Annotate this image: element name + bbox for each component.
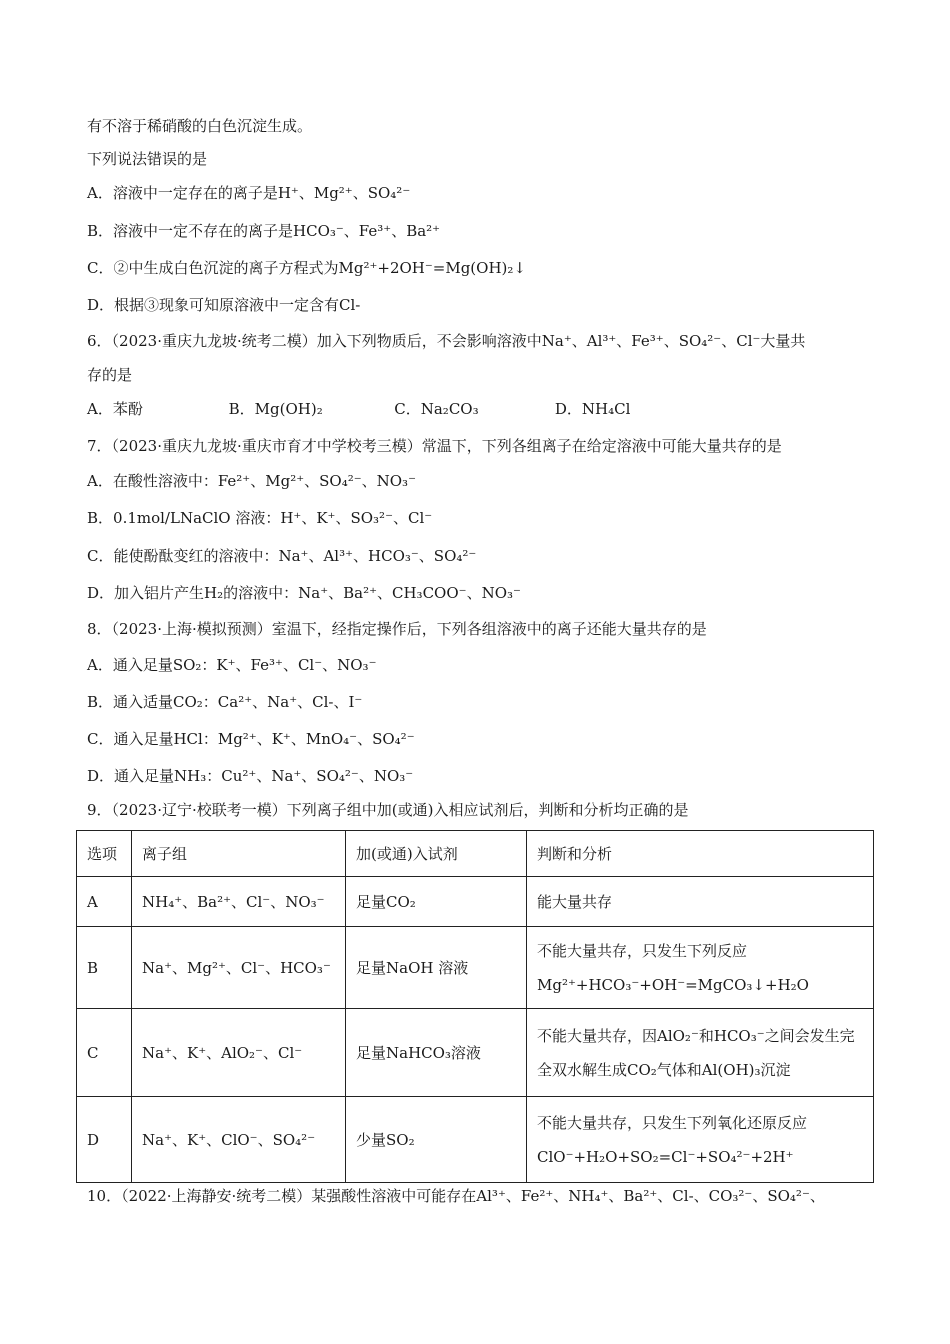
reagent-cell: 足量NaOH 溶液 [346,927,527,1009]
option-cell: A [77,877,132,927]
question-stem: 存的是 [87,366,133,384]
question-stem: 7．（2023·重庆九龙坡·重庆市育才中学校考三模）常温下，下列各组离子在给定溶液中可能大量共存的是 [87,437,782,455]
text-line: 有不溶于稀硝酸的白色沉淀生成。 [87,117,313,135]
option-line: B．通入适量CO₂：Ca²⁺、Na⁺、Cl-、I⁻ [87,693,363,711]
question-stem: 9．（2023·辽宁·校联考一模）下列离子组中加(或通)入相应试剂后，判断和分析均正确的是 [87,801,689,819]
option-line: B．0.1mol/LNaClO 溶液：H⁺、K⁺、SO₃²⁻、Cl⁻ [87,509,433,527]
analysis-cell [527,927,874,1009]
analysis-line: 能大量共存 [537,893,613,911]
option-line: D．通入足量NH₃：Cu²⁺、Na⁺、SO₄²⁻、NO₃⁻ [87,767,414,785]
option-cell: D [77,1097,132,1183]
question-stem: 10．（2022·上海静安·统考二模）某强酸性溶液中可能存在Al³⁺、Fe²⁺、NH₄⁺、Ba²⁺、Cl-、CO₃²⁻、SO₄²⁻、 [87,1187,825,1205]
option-line: C．通入足量HCl：Mg²⁺、K⁺、MnO₄⁻、SO₄²⁻ [87,730,415,748]
analysis-line: 全双水解生成CO₂气体和Al(OH)₃沉淀 [537,1060,791,1079]
table-header-cell: 离子组 [132,831,346,877]
option-line: A．溶液中一定存在的离子是H⁺、Mg²⁺、SO₄²⁻ [87,184,411,202]
table-row [77,877,874,927]
analysis-line: 不能大量共存，只发生下列反应 [537,941,748,960]
question-stem: 8．（2023·上海·模拟预测）室温下，经指定操作后，下列各组溶液中的离子还能大量共存的是 [87,620,707,638]
table-header-row [77,831,874,877]
option-line: A．在酸性溶液中：Fe²⁺、Mg²⁺、SO₄²⁻、NO₃⁻ [87,472,416,490]
analysis-cell [527,1097,874,1183]
analysis-equation: ClO⁻+H₂O+SO₂=Cl⁻+SO₄²⁻+2H⁺ [537,1147,794,1166]
table-header-cell: 加(或通)入试剂 [346,831,527,877]
option-line: B．溶液中一定不存在的离子是HCO₃⁻、Fe³⁺、Ba²⁺ [87,222,441,240]
ions-cell: Na⁺、K⁺、ClO⁻、SO₄²⁻ [132,1097,346,1183]
table-row [77,1009,874,1097]
analysis-cell [527,1009,874,1097]
table-header-cell: 判断和分析 [527,831,874,877]
table-header-cell: 选项 [77,831,132,877]
question-stem: 6．（2023·重庆九龙坡·统考二模）加入下列物质后，不会影响溶液中Na⁺、Al³⁺、Fe³⁺、SO₄²⁻、Cl⁻大量共 [87,332,806,350]
table-row [77,1097,874,1183]
option-cell: C [77,1009,132,1097]
reagent-cell: 足量NaHCO₃溶液 [346,1009,527,1097]
option-line: D．加入铝片产生H₂的溶液中：Na⁺、Ba²⁺、CH₃COO⁻、NO₃⁻ [87,584,521,602]
text-line: 下列说法错误的是 [87,150,208,168]
ions-cell: NH₄⁺、Ba²⁺、Cl⁻、NO₃⁻ [132,877,346,927]
table-row [77,927,874,1009]
question-9-table [76,830,874,1183]
analysis-line: 不能大量共存，因AlO₂⁻和HCO₃⁻之间会发生完 [537,1026,855,1045]
option-cell: B [77,927,132,1009]
option-line: A．苯酚 B．Mg(OH)₂ C．Na₂CO₃ D．NH₄Cl [87,400,631,418]
option-line: D．根据③现象可知原溶液中一定含有Cl- [87,296,361,314]
analysis-equation: Mg²⁺+HCO₃⁻+OH⁻=MgCO₃↓+H₂O [537,975,809,994]
option-line: A．通入足量SO₂：K⁺、Fe³⁺、Cl⁻、NO₃⁻ [87,656,377,674]
analysis-line: 不能大量共存，只发生下列氧化还原反应 [537,1113,808,1132]
reagent-cell: 少量SO₂ [346,1097,527,1183]
reagent-cell: 足量CO₂ [346,877,527,927]
option-line: C．能使酚酞变红的溶液中：Na⁺、Al³⁺、HCO₃⁻、SO₄²⁻ [87,547,477,565]
option-line: C．②中生成白色沉淀的离子方程式为Mg²⁺+2OH⁻=Mg(OH)₂↓ [87,259,526,277]
analysis-cell [527,877,874,927]
ions-cell: Na⁺、Mg²⁺、Cl⁻、HCO₃⁻ [132,927,346,1009]
ions-cell: Na⁺、K⁺、AlO₂⁻、Cl⁻ [132,1009,346,1097]
